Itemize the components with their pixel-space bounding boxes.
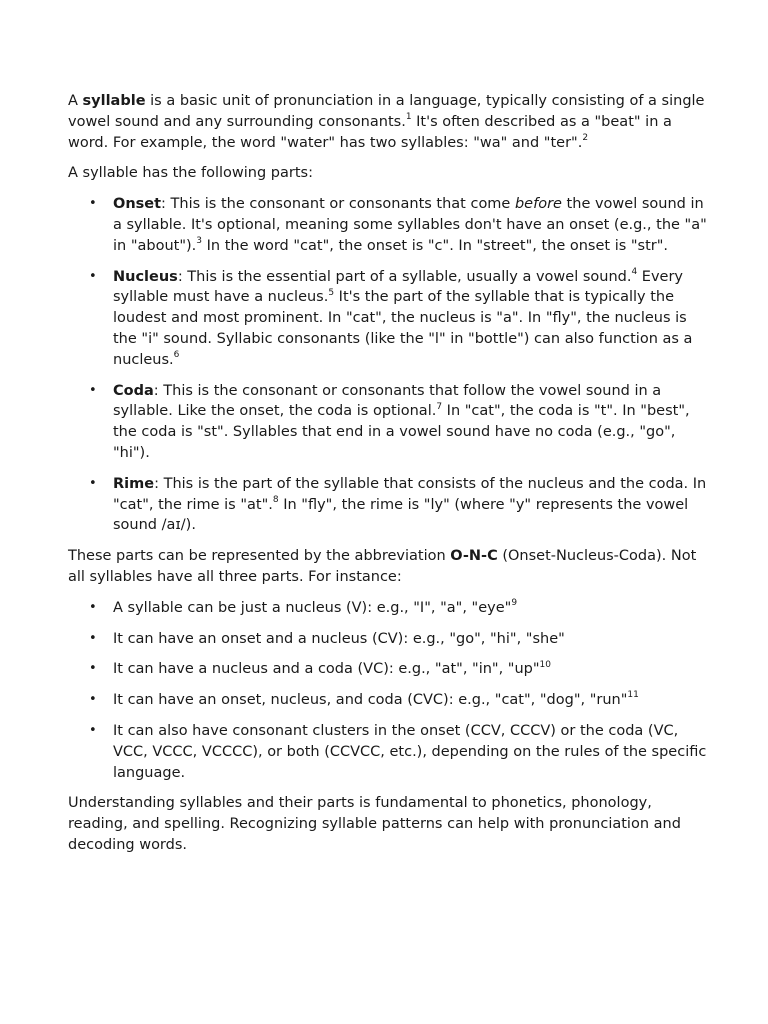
footnote-ref[interactable]: 10	[539, 659, 551, 670]
term-rime: Rime	[113, 475, 155, 492]
term-coda: Coda	[113, 382, 154, 399]
term-syllable: syllable	[82, 93, 146, 109]
text-run: : This is the part of the syllable that consists of the nucleus and the coda. In "cat", the rime is "at".	[113, 475, 707, 513]
footnote-ref[interactable]: 7	[436, 401, 443, 412]
list-item-coda	[113, 381, 708, 464]
term-onset: Onset	[113, 196, 162, 213]
footnote-ref[interactable]: 9	[511, 597, 518, 608]
text-run: It can have an onset and a nucleus (CV): e.g., "go", "hi", "she"	[113, 630, 565, 647]
syllable-parts-list	[68, 194, 708, 536]
abbreviation-paragraph	[68, 546, 708, 588]
text-run: It can also have consonant clusters in the onset (CCV, CCCV) or the coda (VC, VCC, VCCC, VCCCC), or both (CCVCC, etc.), depending on the rules of the specific language.	[113, 722, 707, 781]
list-item	[113, 721, 708, 783]
syllable-patterns-list	[68, 598, 708, 784]
footnote-ref[interactable]: 2	[582, 132, 589, 143]
text-run: the vowel sound in a syllable. It's optional, meaning some syllables don't have an onset (e.g., the "a" in "about").	[113, 196, 707, 254]
text-run: is a basic unit of pronunciation in a language, typically consisting of a single vowel sound and any surrounding consonants.	[68, 93, 705, 130]
intro-paragraph	[68, 91, 708, 153]
list-item	[113, 690, 708, 711]
conclusion-paragraph: Understanding syllables and their parts is fundamental to phonetics, phonology, reading, and spelling. Recognizing syllable patterns can help with pronunciation and decoding words.	[68, 795, 681, 853]
emphasis-text: before	[514, 196, 562, 213]
text-run: It's often described as a "beat" in a word. For example, the word "water" has two syllables: "wa" and "ter".	[68, 113, 672, 151]
text-run: It's the part of the syllable that is typically the loudest and most prominent. In "cat", the nucleus is "a". In "fly", the nucleus is the "i" sound. Syllabic consonants (like the "l" in "bottle") can also function as a nucleus.	[113, 289, 693, 368]
footnote-ref[interactable]: 8	[272, 494, 279, 505]
footnote-ref[interactable]: 11	[627, 690, 639, 701]
term-nucleus: Nucleus	[113, 268, 178, 285]
text-run: (Onset-Nucleus-Coda). Not all syllables have all three parts. For instance:	[68, 548, 697, 585]
text-run: It can have a nucleus and a coda (VC): e.g., "at", "in", "up"	[113, 661, 540, 678]
text-run: In the word "cat", the onset is "c". In "street", the onset is "str".	[202, 237, 669, 254]
footnote-ref[interactable]: 1	[405, 111, 412, 122]
text-run: A syllable can be just a nucleus (V): e.g., "I", "a", "eye"	[113, 599, 512, 616]
text-run: : This is the consonant or consonants that follow the vowel sound in a syllable. Like the onset, the coda is optional.	[113, 382, 662, 420]
list-item	[113, 598, 708, 619]
footnote-ref[interactable]: 5	[328, 287, 335, 298]
text-run: : This is the consonant or consonants that come	[161, 196, 515, 213]
list-item	[113, 629, 708, 650]
text-run: In "cat", the coda is "t". In "best", the coda is "st". Syllables that end in a vowel sound have no coda (e.g., "go", "hi").	[113, 403, 690, 461]
footnote-ref[interactable]: 4	[631, 266, 638, 277]
list-item-nucleus	[113, 267, 708, 371]
text-run: A	[68, 93, 83, 109]
footnote-ref[interactable]: 3	[196, 235, 203, 246]
text-run: In "fly", the rime is "ly" (where "y" represents the vowel sound /aɪ/).	[113, 496, 689, 534]
text-run: It can have an onset, nucleus, and coda (CVC): e.g., "cat", "dog", "run"	[113, 692, 628, 709]
term-onc: O-N-C	[450, 548, 498, 565]
text-run: : This is the essential part of a syllable, usually a vowel sound.	[177, 268, 632, 285]
text-run: These parts can be represented by the abbreviation	[68, 548, 451, 565]
parts-intro-paragraph: A syllable has the following parts:	[68, 165, 313, 182]
list-item-onset	[113, 194, 708, 256]
list-item-rime	[113, 474, 708, 536]
text-run: Every syllable must have a nucleus.	[113, 268, 684, 306]
list-item	[113, 659, 708, 680]
footnote-ref[interactable]: 6	[173, 349, 180, 360]
